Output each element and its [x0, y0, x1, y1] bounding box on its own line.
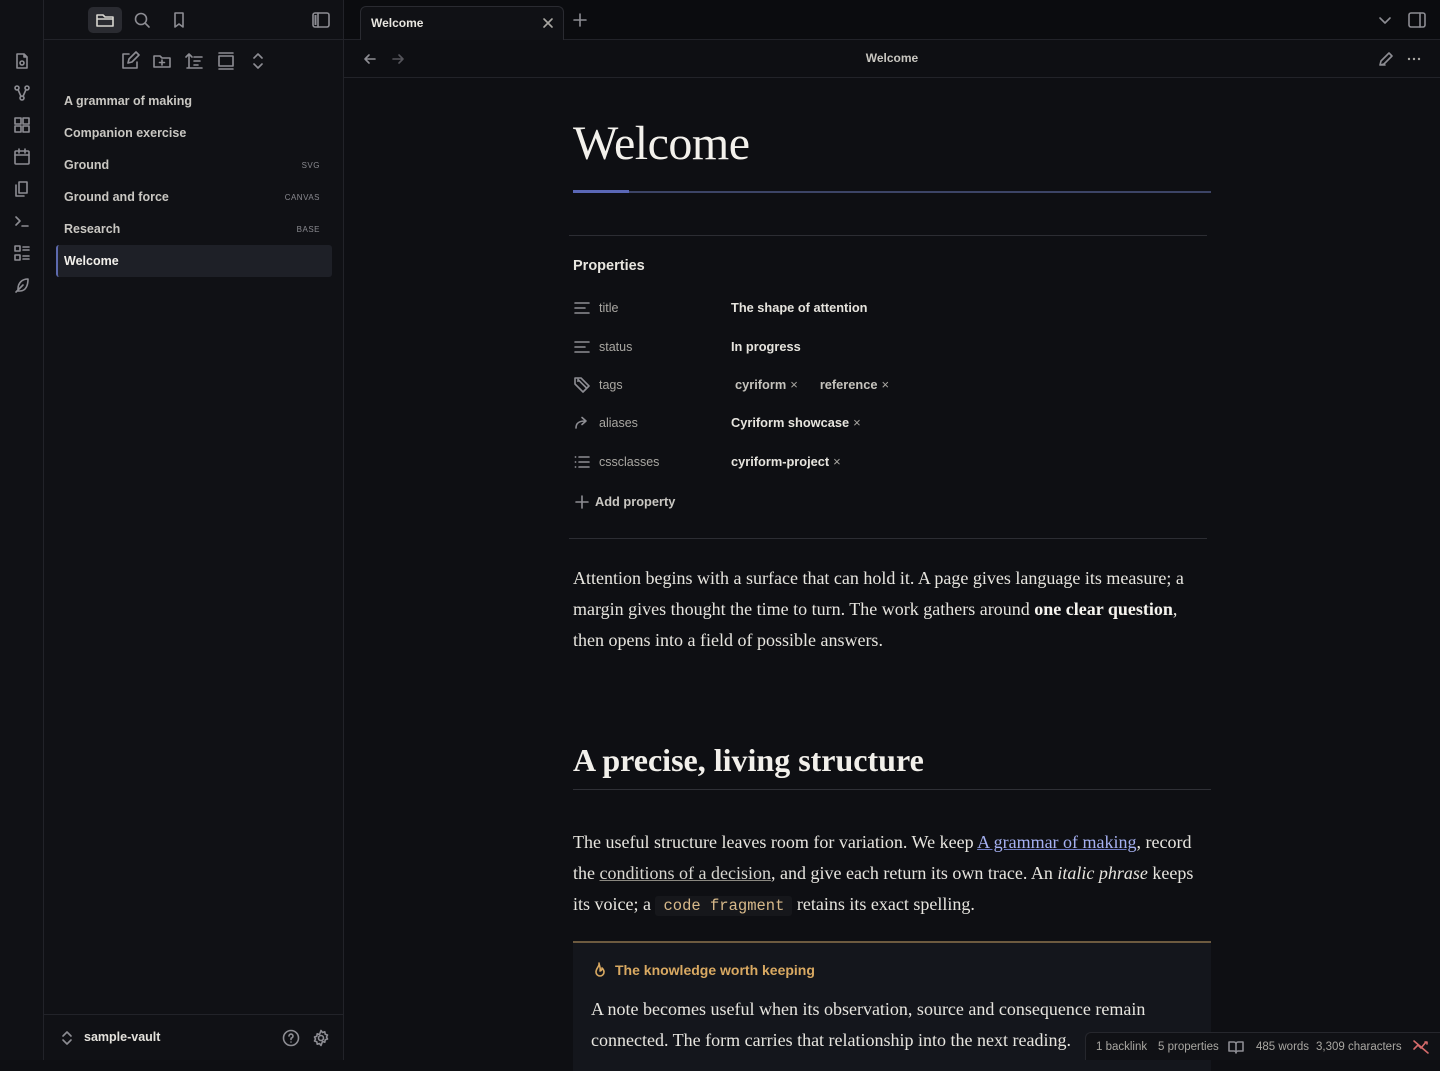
- file-name: Companion exercise: [64, 126, 186, 140]
- sort-button[interactable]: [183, 50, 205, 72]
- tab-welcome[interactable]: [360, 6, 564, 40]
- remove-tag-icon[interactable]: ×: [881, 377, 889, 392]
- property-value: [731, 415, 861, 430]
- publish-icon[interactable]: [12, 275, 32, 295]
- text-lines-icon: [573, 338, 591, 356]
- properties-panel: [569, 235, 1207, 539]
- paragraph: [573, 563, 1203, 656]
- flame-icon: [591, 961, 607, 979]
- view-title[interactable]: Welcome: [344, 51, 1440, 65]
- text-run: keeps its voice; a: [573, 863, 1193, 914]
- chevron-down-icon: [1377, 13, 1393, 27]
- file-item-ground-and-force[interactable]: [56, 181, 332, 213]
- property-row-aliases[interactable]: [573, 411, 1193, 435]
- italic-text: italic phrase: [1057, 863, 1148, 883]
- file-name: A grammar of making: [64, 94, 192, 108]
- collapse-all-button[interactable]: [247, 50, 269, 72]
- property-key: title: [599, 301, 618, 315]
- character-count: 3,309 characters: [1316, 1041, 1402, 1053]
- tab-label: Welcome: [371, 16, 423, 30]
- tab-list-button[interactable]: [1377, 13, 1393, 27]
- file-name: Ground: [64, 158, 109, 172]
- new-tab-button[interactable]: [572, 12, 588, 28]
- property-row-cssclasses[interactable]: [573, 450, 1193, 474]
- property-key: status: [599, 340, 632, 354]
- toggle-right-sidebar-button[interactable]: [1407, 11, 1427, 29]
- property-value[interactable]: In progress: [731, 339, 801, 354]
- tag-label: cyriform: [735, 377, 786, 392]
- property-key: aliases: [599, 416, 638, 430]
- tag-pill[interactable]: [820, 377, 889, 392]
- properties-count[interactable]: 5 properties: [1158, 1041, 1219, 1053]
- close-icon: [541, 16, 555, 30]
- property-row-title[interactable]: [573, 296, 1193, 320]
- internal-link[interactable]: A grammar of making: [977, 832, 1136, 852]
- reading-view-toggle[interactable]: [1228, 1039, 1244, 1055]
- text-run: , then opens into a field of possible answers.: [573, 599, 1177, 650]
- plus-icon: [575, 495, 589, 509]
- more-options-button[interactable]: [1405, 50, 1423, 68]
- file-item-welcome[interactable]: [56, 245, 332, 277]
- file-name: Welcome: [64, 254, 119, 268]
- section-heading[interactable]: A precise, living structure: [573, 742, 924, 779]
- properties-heading[interactable]: Properties: [573, 258, 645, 274]
- text-run: , record the: [573, 832, 1192, 883]
- sync-status-button[interactable]: [1412, 1039, 1430, 1055]
- file-item-research[interactable]: [56, 213, 332, 245]
- file-explorer-sidebar: [44, 0, 344, 1060]
- templates-icon[interactable]: [12, 179, 32, 199]
- forward-arrow-icon: [573, 414, 591, 432]
- calendar-icon[interactable]: [12, 147, 32, 167]
- graph-view-icon[interactable]: [12, 83, 32, 103]
- collapse-sidebar-button[interactable]: [304, 7, 338, 33]
- property-row-tags[interactable]: [573, 373, 1193, 397]
- sync-off-icon: [1412, 1039, 1430, 1055]
- text-run: retains its exact spelling.: [792, 894, 974, 914]
- file-tree: [56, 85, 332, 277]
- tag-label: reference: [820, 377, 878, 392]
- remove-alias-icon[interactable]: ×: [853, 415, 861, 430]
- file-type-badge: BASE: [297, 225, 320, 234]
- alias-pill[interactable]: Cyriform showcase: [731, 415, 849, 430]
- callout-title: The knowledge worth keeping: [615, 962, 815, 978]
- add-property-label: Add property: [595, 494, 675, 509]
- chevrons-up-down-icon: [60, 1030, 74, 1046]
- status-bar: [1085, 1032, 1440, 1060]
- search-icon: [133, 11, 151, 29]
- tags-icon: [573, 376, 591, 394]
- file-type-badge: CANVAS: [285, 193, 320, 202]
- sidebar-tab-header: [44, 0, 344, 40]
- new-note-icon: [120, 51, 140, 71]
- bookmark-icon: [170, 11, 188, 29]
- new-note-button[interactable]: [119, 50, 141, 72]
- auto-reveal-button[interactable]: [215, 50, 237, 72]
- plus-icon: [572, 12, 588, 28]
- title-accent: [573, 190, 629, 193]
- file-item-companion-exercise[interactable]: [56, 117, 332, 149]
- add-property-button[interactable]: [575, 494, 675, 509]
- property-value: [731, 377, 907, 392]
- sidebar-right-icon: [1407, 11, 1427, 29]
- file-type-badge: SVG: [302, 161, 320, 170]
- terminal-icon[interactable]: [12, 211, 32, 231]
- file-explorer-actions: [44, 50, 344, 74]
- help-button[interactable]: [282, 1029, 300, 1047]
- word-count: 485 words: [1256, 1041, 1309, 1053]
- text-run: Attention begins with a surface that can hold it. A page gives language its measure; a margin gives thought the time to turn. The work gathers around: [573, 568, 1184, 619]
- book-open-icon: [1228, 1039, 1244, 1055]
- cssclass-pill[interactable]: cyriform-project: [731, 454, 829, 469]
- vault-switcher-bar: [44, 1014, 344, 1060]
- property-key: tags: [599, 378, 623, 392]
- file-item-ground[interactable]: [56, 149, 332, 181]
- vault-name[interactable]: sample-vault: [84, 1030, 160, 1044]
- inline-code: code fragment: [655, 896, 792, 916]
- search-tab-button[interactable]: [125, 7, 159, 33]
- paragraph: [573, 827, 1211, 922]
- edit-mode-button[interactable]: [1377, 50, 1395, 68]
- folder-icon: [95, 11, 115, 29]
- pencil-icon: [1377, 50, 1395, 68]
- property-row-status[interactable]: [573, 335, 1193, 359]
- text-lines-icon: [573, 299, 591, 317]
- new-folder-button[interactable]: [151, 50, 173, 72]
- reveal-icon: [216, 51, 236, 71]
- gear-icon: [312, 1029, 330, 1047]
- heading-divider: [573, 789, 1211, 790]
- help-icon: [282, 1029, 300, 1047]
- bold-text: one clear question: [1034, 599, 1173, 619]
- sidebar-toggle-icon: [311, 11, 331, 29]
- daily-note-icon[interactable]: [12, 51, 32, 71]
- property-value: [731, 454, 841, 469]
- text-run: , and give each return its own trace. An: [771, 863, 1057, 883]
- file-name: Research: [64, 222, 120, 236]
- tag-pill[interactable]: [735, 377, 798, 392]
- note-content: [573, 78, 1211, 1060]
- property-value[interactable]: The shape of attention: [731, 300, 868, 315]
- new-folder-icon: [152, 51, 172, 71]
- property-key: cssclasses: [599, 455, 659, 469]
- bases-icon[interactable]: [12, 243, 32, 263]
- remove-cssclass-icon[interactable]: ×: [833, 454, 841, 469]
- remove-tag-icon[interactable]: ×: [790, 377, 798, 392]
- title-divider: [573, 191, 1211, 193]
- ribbon: [0, 0, 44, 1060]
- sort-icon: [184, 51, 204, 71]
- text-run: The useful structure leaves room for variation. We keep: [573, 832, 977, 852]
- files-tab-button[interactable]: [88, 7, 122, 33]
- file-item-a-grammar-of-making[interactable]: [56, 85, 332, 117]
- backlinks-count[interactable]: 1 backlink: [1096, 1041, 1147, 1053]
- unresolved-link[interactable]: conditions of a decision: [600, 863, 771, 883]
- bookmarks-tab-button[interactable]: [162, 7, 196, 33]
- chevrons-up-down-icon: [248, 51, 268, 71]
- view-header: [344, 40, 1440, 78]
- close-tab-button[interactable]: [541, 16, 555, 30]
- vault-switcher-button[interactable]: [60, 1030, 74, 1046]
- tab-bar: [344, 0, 1440, 40]
- callout-body: A note becomes useful when its observation, source and consequence remain connected. The form carries that relationship into the next reading.: [591, 994, 1191, 1056]
- canvas-icon[interactable]: [12, 115, 32, 135]
- file-name: Ground and force: [64, 190, 169, 204]
- settings-button[interactable]: [312, 1029, 330, 1047]
- more-horizontal-icon: [1405, 50, 1423, 68]
- note-title[interactable]: Welcome: [573, 116, 750, 171]
- list-icon: [573, 453, 591, 471]
